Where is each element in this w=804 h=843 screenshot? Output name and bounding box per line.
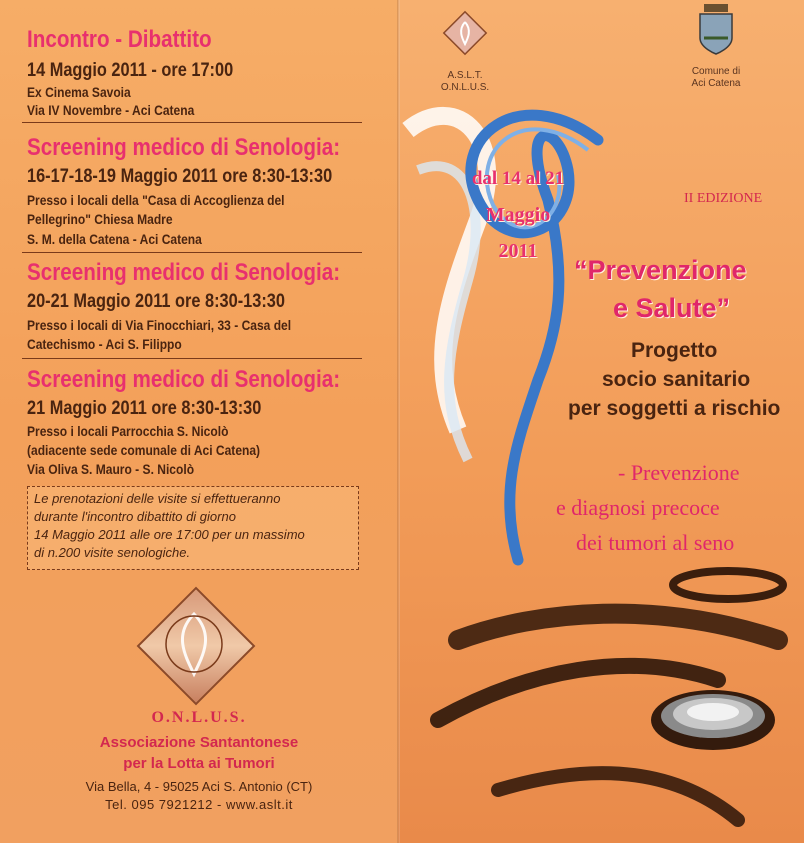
comune-label-1: Comune di — [691, 66, 741, 77]
divider — [22, 358, 362, 359]
aslt-label-1: A.S.L.T. — [447, 70, 483, 81]
event-year: 2011 — [498, 240, 538, 262]
notice-line: 14 Maggio 2011 alle ore 17:00 per un massimo — [34, 527, 305, 542]
screening-title-2: Screening medico di Senologia: — [27, 259, 341, 286]
screening-date-3: 21 Maggio 2011 ore 8:30-13:30 — [27, 398, 262, 419]
screening-date-2: 20-21 Maggio 2011 ore 8:30-13:30 — [27, 291, 285, 312]
project-line-2: socio sanitario — [602, 368, 751, 391]
association-name-2: per la Lotta ai Tumori — [123, 755, 275, 772]
divider — [22, 122, 362, 123]
campaign-title-2: e Salute” — [613, 293, 731, 323]
screening-line: Presso i locali della "Casa di Accoglienza del — [27, 192, 285, 208]
association-name-1: Associazione Santantonese — [99, 734, 299, 751]
event-month: Maggio — [485, 204, 551, 226]
meeting-title: Incontro - Dibattito — [27, 26, 212, 53]
project-line-3: per soggetti a rischio — [568, 397, 781, 420]
edition-label: II EDIZIONE — [684, 191, 763, 206]
screening-line: Catechismo - Aci S. Filippo — [27, 336, 182, 352]
comune-crest-icon — [696, 4, 736, 56]
cover-art — [398, 0, 804, 843]
screening-title-1: Screening medico di Senologia: — [27, 134, 341, 161]
onlus-label: O.N.L.U.S. — [151, 709, 247, 726]
screening-line: Via Oliva S. Mauro - S. Nicolò — [27, 461, 195, 477]
screening-line: S. M. della Catena - Aci Catena — [27, 231, 202, 247]
right-panel — [398, 0, 804, 843]
screening-date-1: 16-17-18-19 Maggio 2011 ore 8:30-13:30 — [27, 166, 333, 187]
association-contact: Tel. 095 7921212 - www.aslt.it — [105, 797, 293, 812]
comune-label-2: Aci Catena — [691, 78, 741, 89]
association-address: Via Bella, 4 - 95025 Aci S. Antonio (CT) — [85, 779, 313, 794]
screening-line: Presso i locali di Via Finocchiari, 33 - Casa del — [27, 317, 292, 333]
screening-title-3: Screening medico di Senologia: — [27, 366, 341, 393]
meeting-place-1: Ex Cinema Savoia — [27, 84, 131, 100]
campaign-title-1: “Prevenzione — [574, 255, 747, 285]
event-dates: dal 14 al 21 — [471, 168, 565, 189]
logo-ribbon-icon — [134, 584, 254, 704]
prevention-line-1: - Prevenzione — [618, 460, 740, 485]
notice-line: durante l'incontro dibattito di giorno — [34, 509, 236, 524]
aslt-label-2: O.N.L.U.S. — [440, 82, 490, 93]
screening-line: (adiacente sede comunale di Aci Catena) — [27, 442, 261, 458]
notice-line: Le prenotazioni delle visite si effettueranno — [34, 491, 281, 506]
prevention-line-3: dei tumori al seno — [576, 530, 735, 555]
meeting-date: 14 Maggio 2011 - ore 17:00 — [27, 60, 234, 81]
project-line-1: Progetto — [631, 339, 718, 362]
divider — [22, 252, 362, 253]
notice-line: di n.200 visite senologiche. — [34, 545, 191, 560]
screening-line: Presso i locali Parrocchia S. Nicolò — [27, 423, 229, 439]
aslt-logo-icon — [440, 8, 490, 58]
prevention-line-2: e diagnosi precoce — [556, 495, 720, 520]
screening-line: Pellegrino" Chiesa Madre — [27, 211, 173, 227]
meeting-place-2: Via IV Novembre - Aci Catena — [27, 102, 195, 118]
